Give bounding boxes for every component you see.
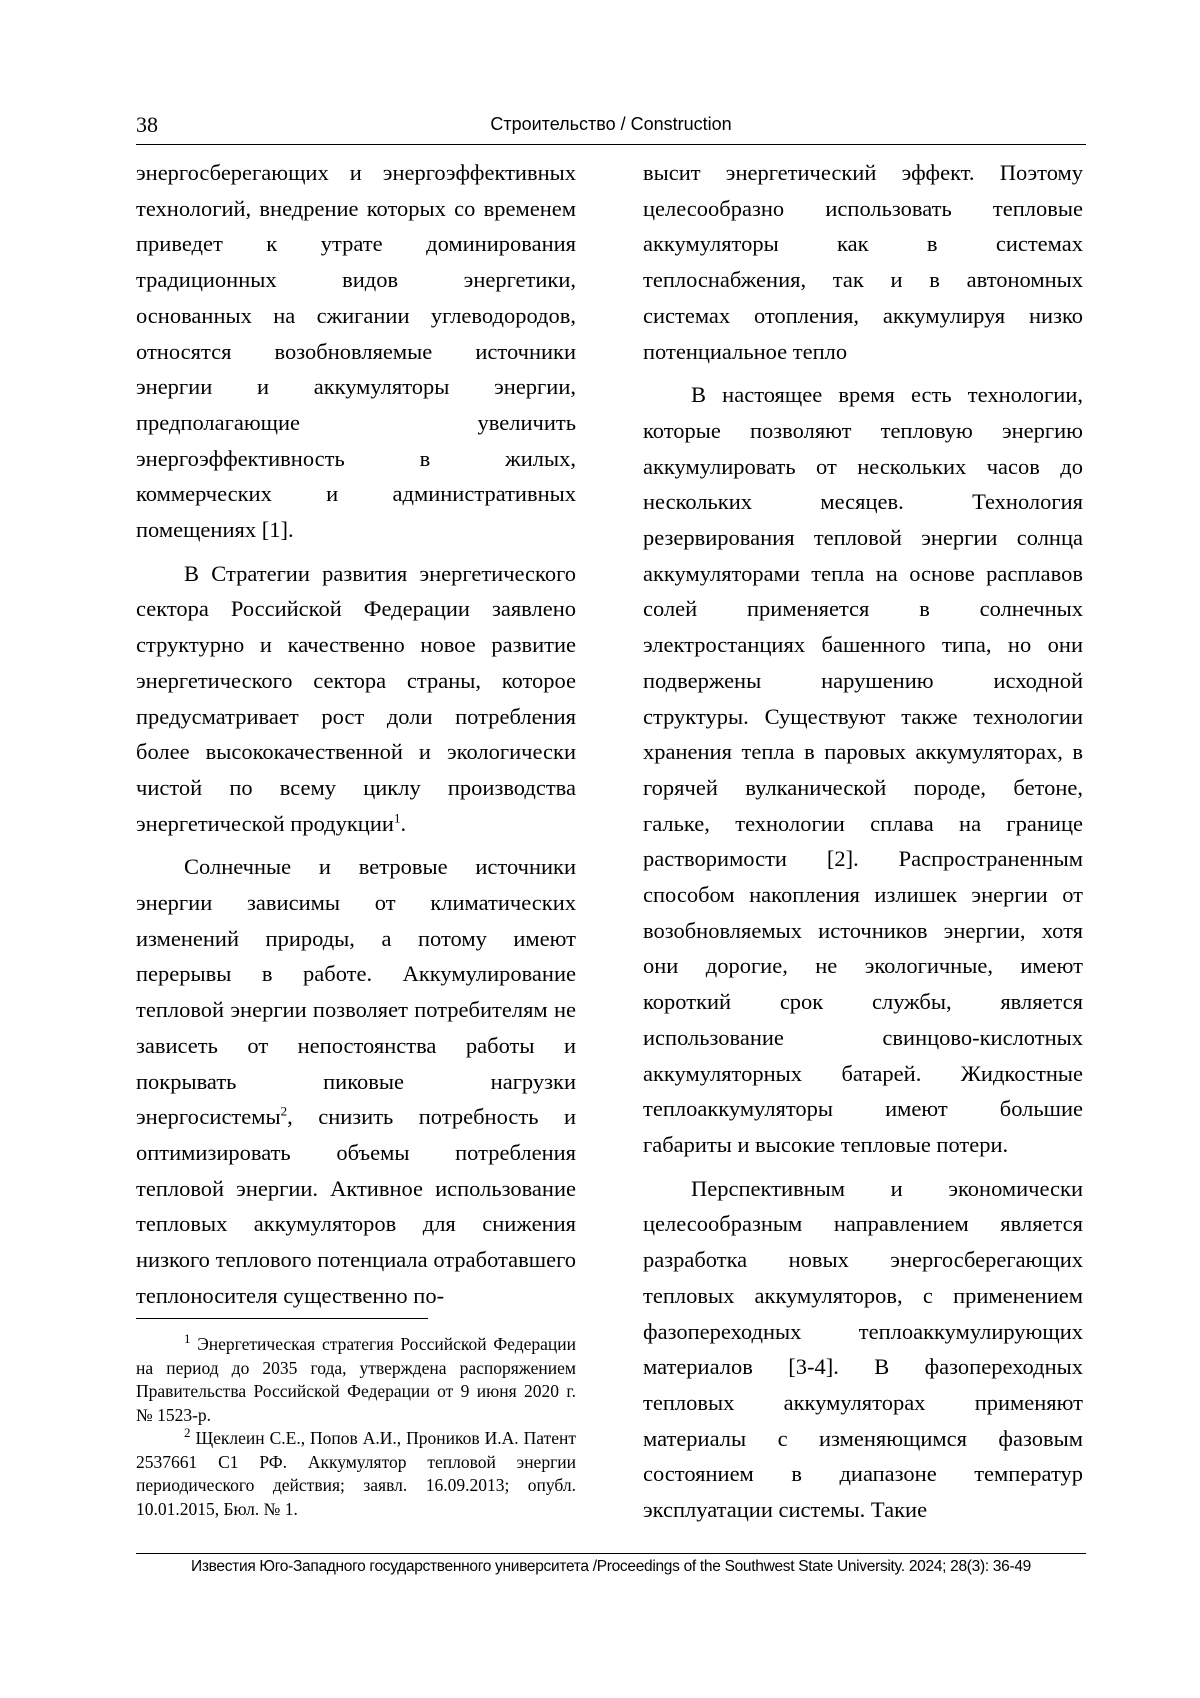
paragraph: высит энергетический эффект. Поэтому целесообразно использовать тепловые аккумуляторы как в системах теплоснабжения, так и в автономных системах отопления, аккумулируя низко потенциальное тепло bbox=[643, 160, 1083, 364]
footnote bbox=[136, 1333, 576, 1427]
paragraph-text: В Стратегии развития энергетического сектора Российской Федерации заявлено структурно и качественно новое развитие энергетического сектора страны, которое предусматривает рост доли потребления более высококачественной и экологически чистой по всему циклу производства энергетической продукции bbox=[136, 560, 576, 836]
right-column bbox=[643, 155, 1083, 1536]
running-title: Строительство / Construction bbox=[490, 114, 732, 134]
paragraph-text: Солнечные и ветровые источники энергии зависимы от климатических изменений природы, а потому имеют перерывы в работе. Аккумулирование тепловой энергии позволяет потребителям не зависеть от непостоянства работы и покрывать пиковые нагрузки энергосистемы bbox=[136, 854, 576, 1130]
page-number: 38 bbox=[136, 112, 158, 137]
paragraph-text: . bbox=[400, 810, 407, 836]
paragraph: энергосберегающих и энергоэффективных технологий, внедрение которых со временем приведет к утрате доминирования традиционных видов энергетики, основанных на сжигании углеводородов, относятся возобновляемые источники энергии и аккумуляторы энергии, предполагающие увеличить энергоэффективность в жилых, коммерческих и административных помещениях [1]. bbox=[136, 160, 576, 543]
footnote-marker: 1 bbox=[184, 1331, 191, 1347]
paragraph: В настоящее время есть технологии, которые позволяют тепловую энергию аккумулировать от нескольких часов до нескольких месяцев. Технология резервирования тепловой энергии солнца аккумуляторами тепла на основе расплавов солей применяется в солнечных электростанциях башенного типа, но они подвержены нарушению исходной структуры. Существуют также технологии хранения тепла в паровых аккумуляторах, в горячей вулканической породе, бетоне, гальке, технологии сплава на границе растворимости [2]. Распространенным способом накопления излишек энергии от возобновляемых источников энергии, хотя они дорогие, не экологичные, имеют короткий срок службы, является использование свинцово-кислотных аккумуляторных батарей. Жидкостные теплоаккумуляторы имеют большие габариты и высокие тепловые потери. bbox=[643, 382, 1083, 1157]
footnote-reference: 1 bbox=[393, 810, 401, 826]
footnote-separator bbox=[136, 1318, 428, 1319]
footnote-reference: 2 bbox=[280, 1103, 288, 1119]
footnote-text: Энергетическая стратегия Российской Федерации на период до 2035 года, утверждена распоряжением Правительства Российской Федерации от 9 июня 2020 г. № 1523-р. bbox=[136, 1334, 576, 1425]
footnotes bbox=[136, 1333, 576, 1521]
paragraph: Перспективным и экономически целесообразным направлением является разработка новых энергосберегающих тепловых аккумуляторов, с применением фазопереходных теплоаккумулирующих материалов [3-4]. В фазопереходных тепловых аккумуляторах применяют материалы с изменяющимся фазовым состоянием в диапазоне температур эксплуатации системы. Такие bbox=[643, 1175, 1083, 1523]
page-footer: Известия Юго-Западного государственного университета /Proceedings of the Southwest State University. 2024; 28(3): 36-49 bbox=[136, 1553, 1086, 1576]
footnote-marker: 2 bbox=[184, 1425, 191, 1441]
paragraph bbox=[136, 849, 576, 1313]
left-column bbox=[136, 155, 576, 1322]
footnote-text: Щеклеин С.Е., Попов А.И., Проников И.А. Патент 2537661 С1 РФ. Аккумулятор тепловой энергии периодического действия; заявл. 16.09.2013; опубл. 10.01.2015, Бюл. № 1. bbox=[136, 1428, 576, 1519]
footnote bbox=[136, 1427, 576, 1521]
page-header bbox=[136, 112, 1086, 145]
paragraph-text: , снизить потребность и оптимизировать объемы потребления тепловой энергии. Активное использование тепловых аккумуляторов для снижения низкого теплового потенциала отработавшего теплоносителя существенно по- bbox=[136, 1104, 576, 1308]
paragraph bbox=[136, 556, 576, 842]
